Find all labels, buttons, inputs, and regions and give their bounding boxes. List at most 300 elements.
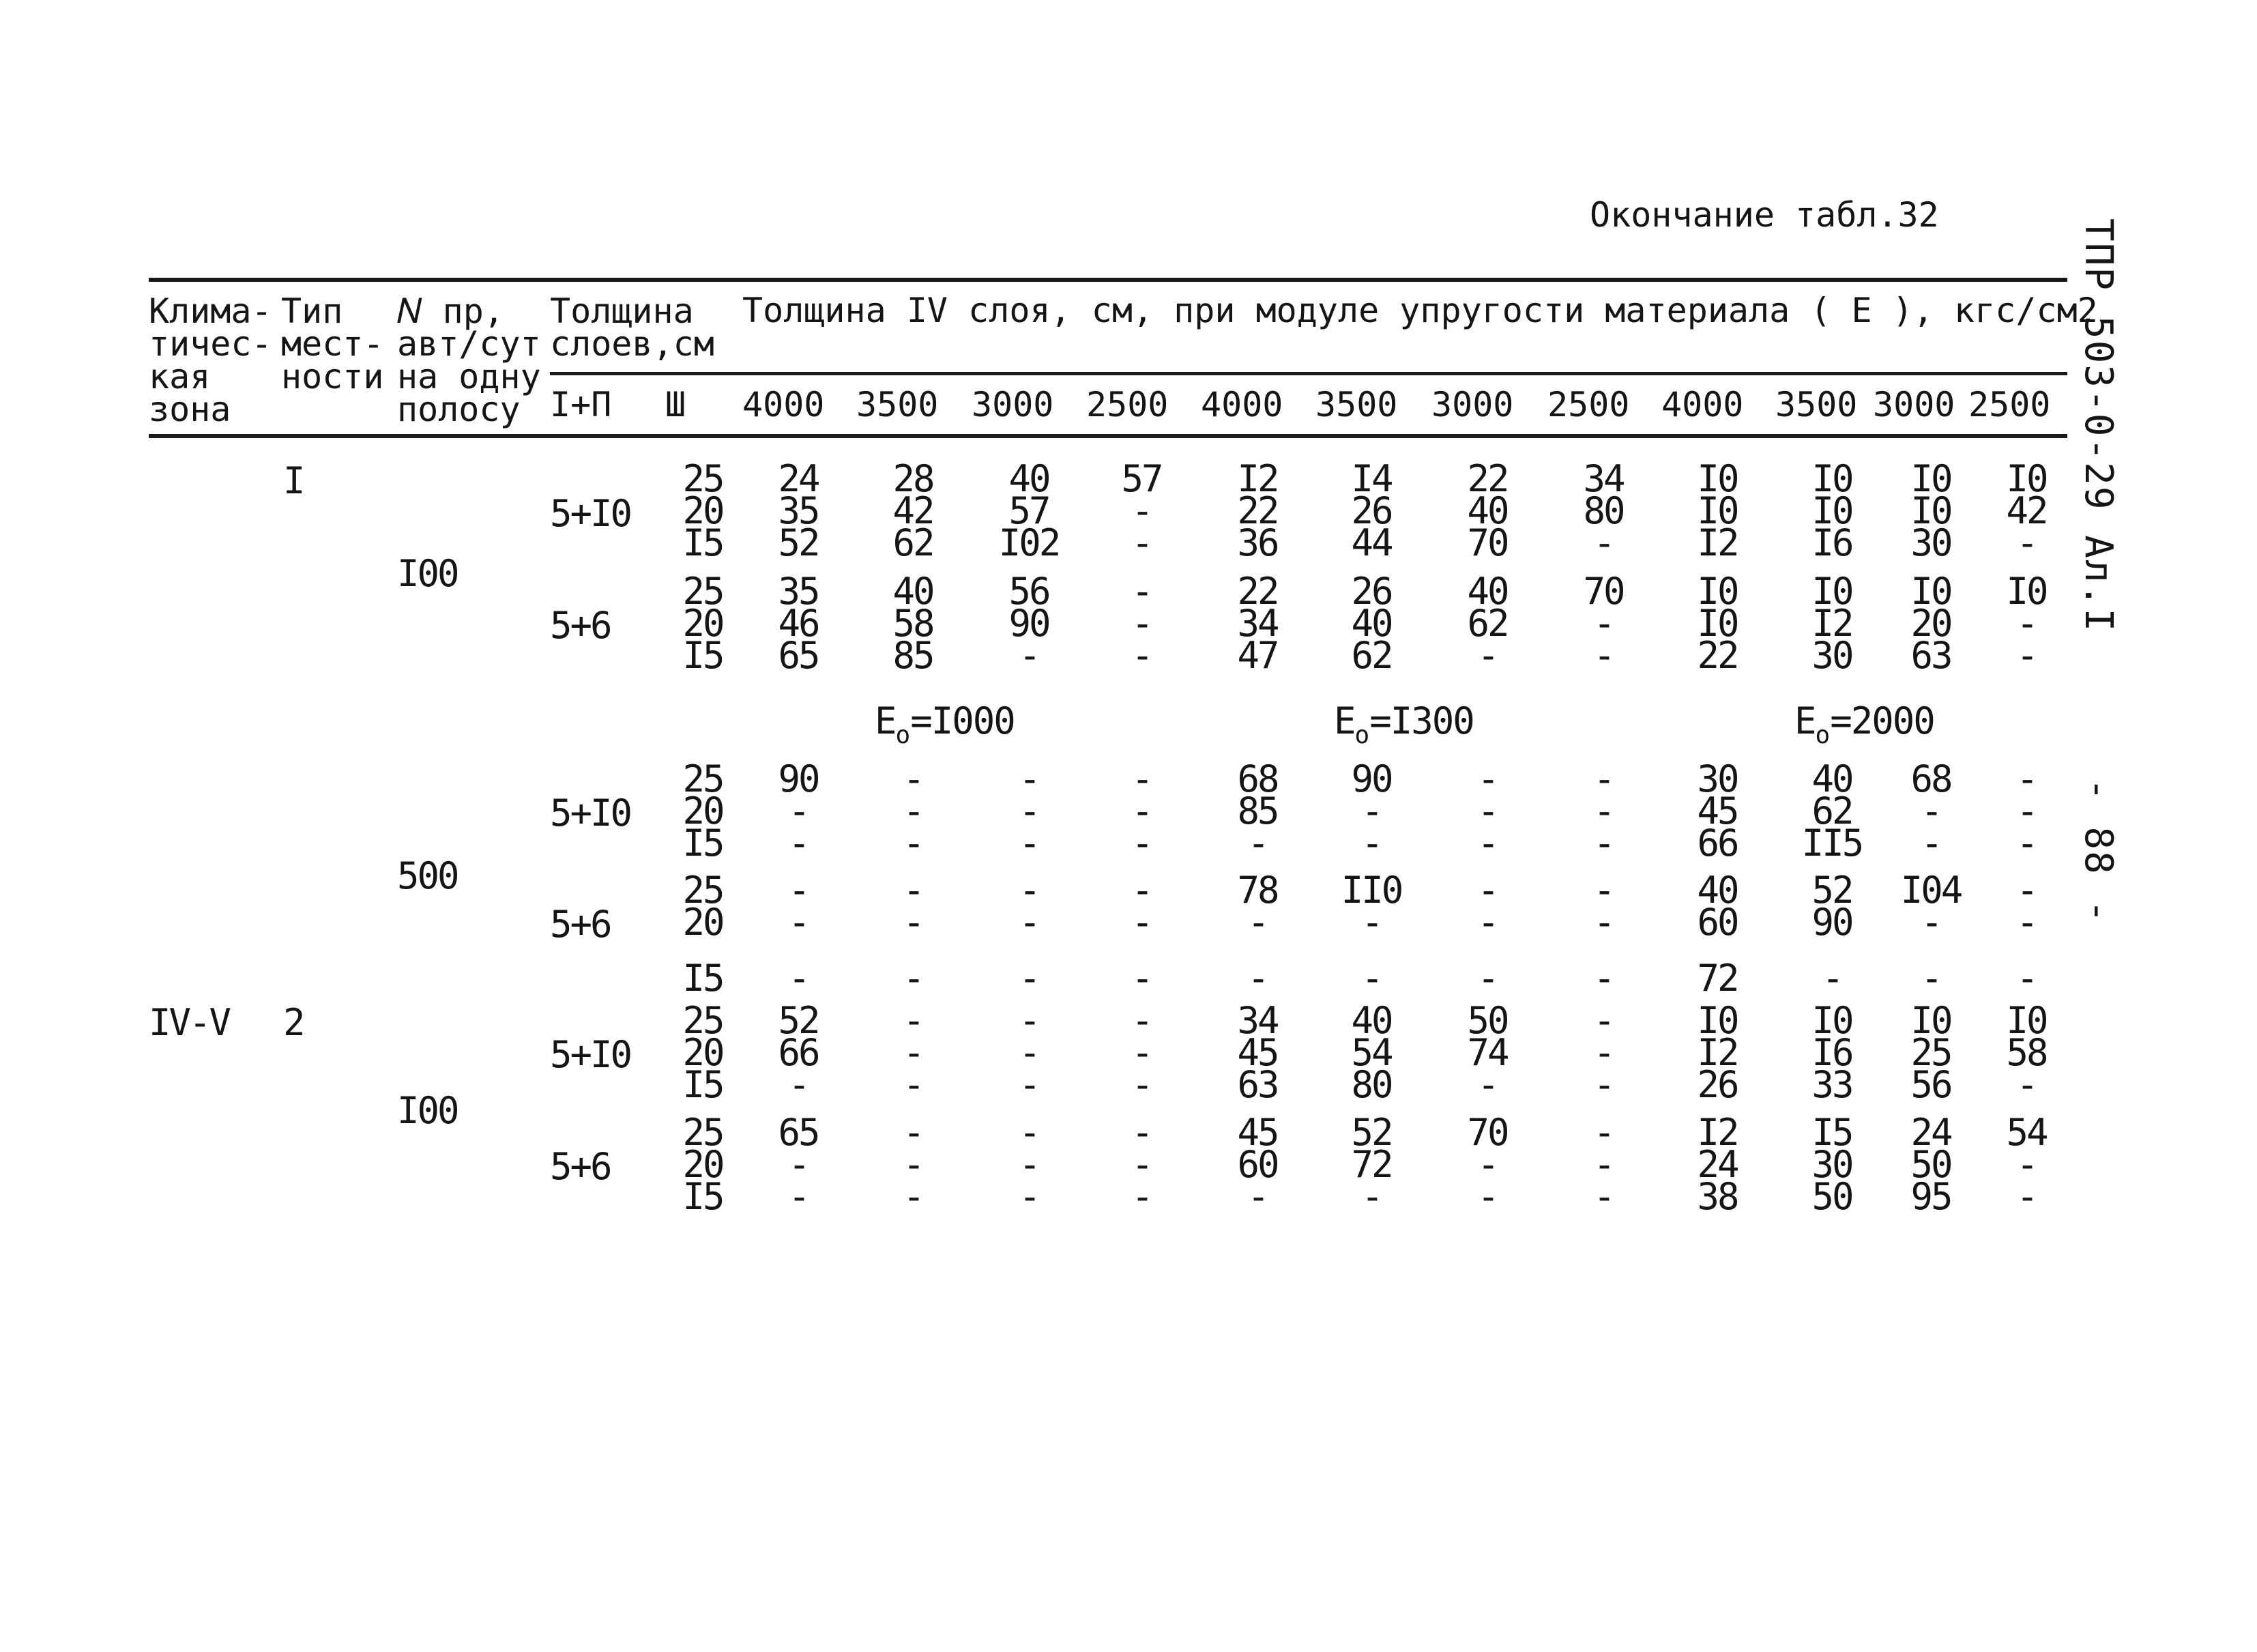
table-cell xyxy=(1680,457,1755,564)
cell-value: - xyxy=(2016,957,2037,1000)
cell-value: 63 xyxy=(1910,634,1951,677)
cell-value: 30 xyxy=(1811,634,1852,677)
table-cell xyxy=(1220,957,1295,1000)
table-cell xyxy=(1104,869,1179,944)
cell-value: 90 xyxy=(1351,757,1392,800)
cell-value: - xyxy=(1131,957,1152,1000)
cell-value: 24 xyxy=(1697,1143,1738,1186)
cell-value: - xyxy=(1593,1063,1614,1106)
cell-value: - xyxy=(1019,901,1039,944)
header-layer-thickness: Толщина слоев,см xyxy=(550,291,714,364)
cell-value: 80 xyxy=(1583,489,1624,532)
table-top-rule xyxy=(149,278,2067,282)
cell-value: - xyxy=(1131,757,1152,800)
cell-value: 28 xyxy=(892,457,933,500)
cell-value: 45 xyxy=(1237,1031,1278,1074)
layers-1-2-value: 5+I0 xyxy=(550,792,631,835)
modulus-header-cell: 3500 xyxy=(1315,385,1398,424)
table-cell xyxy=(991,957,1066,1000)
cell-value: I0 xyxy=(2006,570,2047,613)
cell-value: 50 xyxy=(1467,999,1508,1042)
cell-value: - xyxy=(2016,521,2037,564)
modulus-header-cell: 3000 xyxy=(972,385,1054,424)
table-cell xyxy=(991,757,1066,865)
cell-value: - xyxy=(1477,822,1498,865)
cell-value: 63 xyxy=(1237,1063,1278,1106)
cell-value: - xyxy=(2016,602,2037,645)
cell-value: 34 xyxy=(1583,457,1624,500)
cell-value: - xyxy=(788,1063,809,1106)
cell-value: 35 xyxy=(778,570,819,613)
table-cell xyxy=(1104,457,1179,564)
cell-value: 65 xyxy=(778,1111,819,1154)
cell-value: II0 xyxy=(1341,869,1402,912)
cell-value: 42 xyxy=(2006,489,2047,532)
cell-value: I0 xyxy=(1811,457,1852,500)
table-cell xyxy=(1450,869,1525,944)
cell-value: - xyxy=(1593,789,1614,832)
cell-value: - xyxy=(1019,869,1039,912)
cell-value: 40 xyxy=(1467,489,1508,532)
cell-value: 65 xyxy=(778,634,819,677)
cell-value: 25 xyxy=(682,757,723,800)
cell-value: I0 xyxy=(1910,999,1951,1042)
header-group-title: Толщина IV слоя, см, при модуле упругости материала ( E ), кгс/см2 xyxy=(742,291,2098,330)
cell-value: - xyxy=(1361,822,1382,865)
cell-value: I0 xyxy=(1697,999,1738,1042)
cell-value: 24 xyxy=(778,457,819,500)
table-cell xyxy=(1450,757,1525,865)
cell-value: 85 xyxy=(1237,789,1278,832)
cell-value: 25 xyxy=(682,999,723,1042)
cell-value: - xyxy=(1131,570,1152,613)
layer-3-thickness-cell xyxy=(665,869,740,944)
cell-value: - xyxy=(1921,789,1941,832)
table-cell xyxy=(1566,457,1641,564)
climate-zone-4-5: IV-V xyxy=(149,1001,230,1044)
table-cell xyxy=(761,869,836,944)
cell-value: - xyxy=(1131,1063,1152,1106)
traffic-100-zone1: I00 xyxy=(397,552,458,595)
table-cell xyxy=(1989,999,2064,1106)
cell-value: - xyxy=(2016,1175,2037,1218)
cell-value: - xyxy=(788,1175,809,1218)
layers-1-2-value: 5+6 xyxy=(550,903,611,946)
modulus-header-cell: 4000 xyxy=(742,385,825,424)
table-cell xyxy=(1893,1111,1968,1218)
modulus-header-cell: 2500 xyxy=(1547,385,1630,424)
cell-value: - xyxy=(1593,634,1614,677)
cell-value: - xyxy=(903,901,923,944)
table-cell xyxy=(991,457,1066,564)
cell-value: 20 xyxy=(1910,602,1951,645)
cell-value: I0 xyxy=(1811,570,1852,613)
cell-value: - xyxy=(788,901,809,944)
cell-value: I5 xyxy=(682,1175,723,1218)
table-cell xyxy=(1334,1111,1409,1218)
cell-value: - xyxy=(1477,957,1498,1000)
layer-3-thickness-cell xyxy=(665,757,740,865)
traffic-100-zone45: I00 xyxy=(397,1089,458,1132)
cell-value: 72 xyxy=(1351,1143,1392,1186)
cell-value: 54 xyxy=(2006,1111,2047,1154)
cell-value: 40 xyxy=(1467,570,1508,613)
cell-value: - xyxy=(903,999,923,1042)
cell-value: 56 xyxy=(1008,570,1049,613)
cell-value: I0 xyxy=(1910,489,1951,532)
cell-value: 34 xyxy=(1237,999,1278,1042)
cell-value: - xyxy=(788,869,809,912)
cell-value: 25 xyxy=(682,457,723,500)
cell-value: 62 xyxy=(1351,634,1392,677)
table-cell xyxy=(1334,957,1409,1000)
table-cell xyxy=(1794,999,1869,1106)
table-cell xyxy=(1794,869,1869,944)
cell-value: 30 xyxy=(1697,757,1738,800)
cell-value: - xyxy=(2016,869,2037,912)
cell-value: - xyxy=(1361,789,1382,832)
cell-value: 62 xyxy=(892,521,933,564)
cell-value: 30 xyxy=(1811,1143,1852,1186)
cell-value: I5 xyxy=(682,957,723,1000)
table-cell xyxy=(761,457,836,564)
cell-value: - xyxy=(1019,1111,1039,1154)
table-cell xyxy=(991,869,1066,944)
cell-value: I5 xyxy=(1811,1111,1852,1154)
layers-1-2-value: 5+6 xyxy=(550,1145,611,1188)
cell-value: - xyxy=(903,757,923,800)
cell-value: - xyxy=(2016,757,2037,800)
cell-value: - xyxy=(1477,757,1498,800)
cell-value: I0 xyxy=(1697,570,1738,613)
table-cell xyxy=(875,570,950,677)
cell-value: - xyxy=(1131,901,1152,944)
cell-value: 58 xyxy=(2006,1031,2047,1074)
table-cell xyxy=(1450,1111,1525,1218)
cell-value: 68 xyxy=(1910,757,1951,800)
cell-value: - xyxy=(2016,1063,2037,1106)
terrain-type-1: I xyxy=(283,459,304,502)
cell-value: 25 xyxy=(682,570,723,613)
cell-value: - xyxy=(788,1143,809,1186)
cell-value: 36 xyxy=(1237,521,1278,564)
cell-value: 47 xyxy=(1237,634,1278,677)
cell-value: 60 xyxy=(1237,1143,1278,1186)
cell-value: 42 xyxy=(892,489,933,532)
table-cell xyxy=(1450,999,1525,1106)
cell-value: - xyxy=(1921,957,1941,1000)
cell-value: I0 xyxy=(1910,570,1951,613)
cell-value: 45 xyxy=(1697,789,1738,832)
cell-value: I2 xyxy=(1697,521,1738,564)
cell-value: 40 xyxy=(1697,869,1738,912)
table-cell xyxy=(1989,1111,2064,1218)
cell-value: 25 xyxy=(1910,1031,1951,1074)
cell-value: I0 xyxy=(2006,999,2047,1042)
cell-value: - xyxy=(1019,1175,1039,1218)
table-cell xyxy=(1680,570,1755,677)
cell-value: 78 xyxy=(1237,869,1278,912)
table-cell xyxy=(761,957,836,1000)
subgrade-modulus-1000: $E_o=I000$ xyxy=(875,699,1015,749)
cell-value: - xyxy=(1131,822,1152,865)
cell-value: - xyxy=(1477,1175,1498,1218)
traffic-500: 500 xyxy=(397,854,458,897)
cell-value: 54 xyxy=(1351,1031,1392,1074)
cell-value: - xyxy=(1131,1143,1152,1186)
table-cell xyxy=(1334,757,1409,865)
table-cell xyxy=(1794,1111,1869,1218)
table-cell xyxy=(875,869,950,944)
cell-value: 40 xyxy=(1351,602,1392,645)
table-cell xyxy=(1794,570,1869,677)
table-cell xyxy=(1794,457,1869,564)
cell-value: - xyxy=(1593,1031,1614,1074)
cell-value: 60 xyxy=(1697,901,1738,944)
cell-value: 57 xyxy=(1121,457,1162,500)
table-continuation-title: Окончание табл.32 xyxy=(1590,195,1939,235)
cell-value: I0 xyxy=(1697,489,1738,532)
cell-value: I02 xyxy=(998,521,1060,564)
cell-value: 74 xyxy=(1467,1031,1508,1074)
cell-value: - xyxy=(1019,1143,1039,1186)
header-layer-1-2: I+П xyxy=(550,385,612,424)
cell-value: 20 xyxy=(682,789,723,832)
table-cell xyxy=(1220,999,1295,1106)
table-cell xyxy=(1566,757,1641,865)
table-cell xyxy=(1450,457,1525,564)
table-cell xyxy=(1893,869,1968,944)
cell-value: 22 xyxy=(1237,570,1278,613)
layer-3-thickness-cell xyxy=(665,457,740,564)
cell-value: 44 xyxy=(1351,521,1392,564)
cell-value: 52 xyxy=(1811,869,1852,912)
table-cell xyxy=(991,570,1066,677)
table-cell xyxy=(1989,957,2064,1000)
cell-value: 45 xyxy=(1237,1111,1278,1154)
cell-value: 52 xyxy=(778,999,819,1042)
table-cell xyxy=(1334,457,1409,564)
cell-value: - xyxy=(1019,957,1039,1000)
modulus-header-cell: 4000 xyxy=(1201,385,1283,424)
header-terrain-type: Тип мест- ности xyxy=(281,291,384,396)
table-cell xyxy=(1334,570,1409,677)
table-cell xyxy=(875,1111,950,1218)
table-cell xyxy=(875,957,950,1000)
cell-value: - xyxy=(1822,957,1842,1000)
cell-value: I4 xyxy=(1351,457,1392,500)
cell-value: 20 xyxy=(682,1143,723,1186)
cell-value: - xyxy=(1019,822,1039,865)
cell-value: - xyxy=(1477,869,1498,912)
cell-value: - xyxy=(903,869,923,912)
cell-value: 85 xyxy=(892,634,933,677)
cell-value: 52 xyxy=(1351,1111,1392,1154)
header-traffic: 𝑁 пр, авт/сут на одну полосу xyxy=(397,291,541,429)
table-cell xyxy=(1220,1111,1295,1218)
cell-value: 40 xyxy=(1811,757,1852,800)
cell-value: - xyxy=(1361,1175,1382,1218)
cell-value: - xyxy=(1593,957,1614,1000)
cell-value: - xyxy=(788,822,809,865)
table-cell xyxy=(761,999,836,1106)
table-cell xyxy=(1104,570,1179,677)
cell-value: 20 xyxy=(682,602,723,645)
cell-value: - xyxy=(903,957,923,1000)
cell-value: - xyxy=(1019,789,1039,832)
table-cell xyxy=(1680,999,1755,1106)
table-cell xyxy=(1334,999,1409,1106)
cell-value: - xyxy=(1019,1063,1039,1106)
cell-value: - xyxy=(2016,789,2037,832)
cell-value: 20 xyxy=(682,1031,723,1074)
table-cell xyxy=(1566,869,1641,944)
cell-value: 46 xyxy=(778,602,819,645)
cell-value: I5 xyxy=(682,521,723,564)
cell-value: 52 xyxy=(778,521,819,564)
modulus-header-cell: 3500 xyxy=(1775,385,1858,424)
cell-value: 62 xyxy=(1467,602,1508,645)
cell-value: - xyxy=(1593,1111,1614,1154)
cell-value: I2 xyxy=(1811,602,1852,645)
cell-value: - xyxy=(903,822,923,865)
cell-value: - xyxy=(2016,634,2037,677)
cell-value: 56 xyxy=(1910,1063,1951,1106)
cell-value: 40 xyxy=(892,570,933,613)
cell-value: - xyxy=(2016,901,2037,944)
cell-value: I2 xyxy=(1697,1111,1738,1154)
modulus-header-cell: 3000 xyxy=(1873,385,1955,424)
cell-value: 50 xyxy=(1811,1175,1852,1218)
cell-value: - xyxy=(1131,521,1152,564)
cell-value: - xyxy=(1131,789,1152,832)
table-cell xyxy=(761,1111,836,1218)
cell-value: 26 xyxy=(1697,1063,1738,1106)
table-cell xyxy=(1989,457,2064,564)
cell-value: 26 xyxy=(1351,570,1392,613)
cell-value: 30 xyxy=(1910,521,1951,564)
table-cell xyxy=(1450,570,1525,677)
cell-value: 40 xyxy=(1351,999,1392,1042)
modulus-header-cell: 4000 xyxy=(1661,385,1744,424)
layer-3-thickness-cell xyxy=(665,957,740,1000)
cell-value: - xyxy=(1593,869,1614,912)
table-cell xyxy=(1566,570,1641,677)
header-bottom-rule xyxy=(149,434,2067,438)
cell-value: - xyxy=(1019,999,1039,1042)
table-cell xyxy=(1220,570,1295,677)
table-cell xyxy=(1893,570,1968,677)
cell-value: - xyxy=(788,789,809,832)
table-cell xyxy=(875,999,950,1106)
cell-value: - xyxy=(1593,1143,1614,1186)
cell-value: 25 xyxy=(682,869,723,912)
cell-value: - xyxy=(1593,1175,1614,1218)
table-cell xyxy=(1794,757,1869,865)
cell-value: - xyxy=(1477,1143,1498,1186)
cell-value: 50 xyxy=(1910,1143,1951,1186)
cell-value: - xyxy=(1477,789,1498,832)
cell-value: 70 xyxy=(1467,521,1508,564)
cell-value: I0 xyxy=(2006,457,2047,500)
cell-value: I0 xyxy=(1697,457,1738,500)
cell-value: II5 xyxy=(1801,822,1863,865)
cell-value: I0 xyxy=(1697,602,1738,645)
cell-value: - xyxy=(903,1031,923,1074)
table-cell xyxy=(1566,957,1641,1000)
table-cell xyxy=(1989,757,2064,865)
table-cell xyxy=(1893,457,1968,564)
cell-value: 57 xyxy=(1008,489,1049,532)
cell-value: - xyxy=(1019,1031,1039,1074)
cell-value: - xyxy=(1247,1175,1268,1218)
cell-value: I2 xyxy=(1237,457,1278,500)
cell-value: - xyxy=(1247,822,1268,865)
table-cell xyxy=(1104,757,1179,865)
cell-value: - xyxy=(903,1063,923,1106)
cell-value: - xyxy=(1131,1111,1152,1154)
table-cell xyxy=(1334,869,1409,944)
cell-value: - xyxy=(1593,602,1614,645)
cell-value: - xyxy=(1019,634,1039,677)
cell-value: - xyxy=(1361,901,1382,944)
cell-value: 26 xyxy=(1351,489,1392,532)
subgrade-modulus-2000: $E_o=2000$ xyxy=(1794,699,1934,749)
cell-value: I2 xyxy=(1697,1031,1738,1074)
layers-1-2-value: 5+I0 xyxy=(550,1033,631,1076)
table-cell xyxy=(1893,757,1968,865)
cell-value: - xyxy=(1477,901,1498,944)
modulus-header-cell: 3000 xyxy=(1431,385,1514,424)
cell-value: 22 xyxy=(1467,457,1508,500)
cell-value: 95 xyxy=(1910,1175,1951,1218)
layer-3-thickness-cell xyxy=(665,570,740,677)
table-cell xyxy=(1680,1111,1755,1218)
cell-value: - xyxy=(1921,822,1941,865)
cell-value: I04 xyxy=(1900,869,1962,912)
cell-value: I6 xyxy=(1811,1031,1852,1074)
cell-value: - xyxy=(1921,901,1941,944)
cell-value: - xyxy=(1247,957,1268,1000)
cell-value: 22 xyxy=(1237,489,1278,532)
cell-value: - xyxy=(1477,634,1498,677)
table-cell xyxy=(761,570,836,677)
table-cell xyxy=(1680,957,1755,1000)
cell-value: - xyxy=(788,957,809,1000)
cell-value: - xyxy=(1593,822,1614,865)
cell-value: I5 xyxy=(682,822,723,865)
cell-value: 90 xyxy=(778,757,819,800)
cell-value: 72 xyxy=(1697,957,1738,1000)
cell-value: - xyxy=(1361,957,1382,1000)
header-climate-zone: Клима- тичес- кая зона xyxy=(149,291,272,429)
cell-value: - xyxy=(2016,1143,2037,1186)
table-cell xyxy=(1794,957,1869,1000)
cell-value: - xyxy=(1593,901,1614,944)
cell-value: - xyxy=(1131,999,1152,1042)
cell-value: 68 xyxy=(1237,757,1278,800)
layers-1-2-value: 5+I0 xyxy=(550,492,631,535)
cell-value: I0 xyxy=(1910,457,1951,500)
cell-value: 58 xyxy=(892,602,933,645)
cell-value: - xyxy=(1593,521,1614,564)
cell-value: 40 xyxy=(1008,457,1049,500)
cell-value: - xyxy=(1593,757,1614,800)
table-cell xyxy=(1893,957,1968,1000)
cell-value: - xyxy=(1131,489,1152,532)
table-cell xyxy=(875,757,950,865)
cell-value: I0 xyxy=(1811,999,1852,1042)
